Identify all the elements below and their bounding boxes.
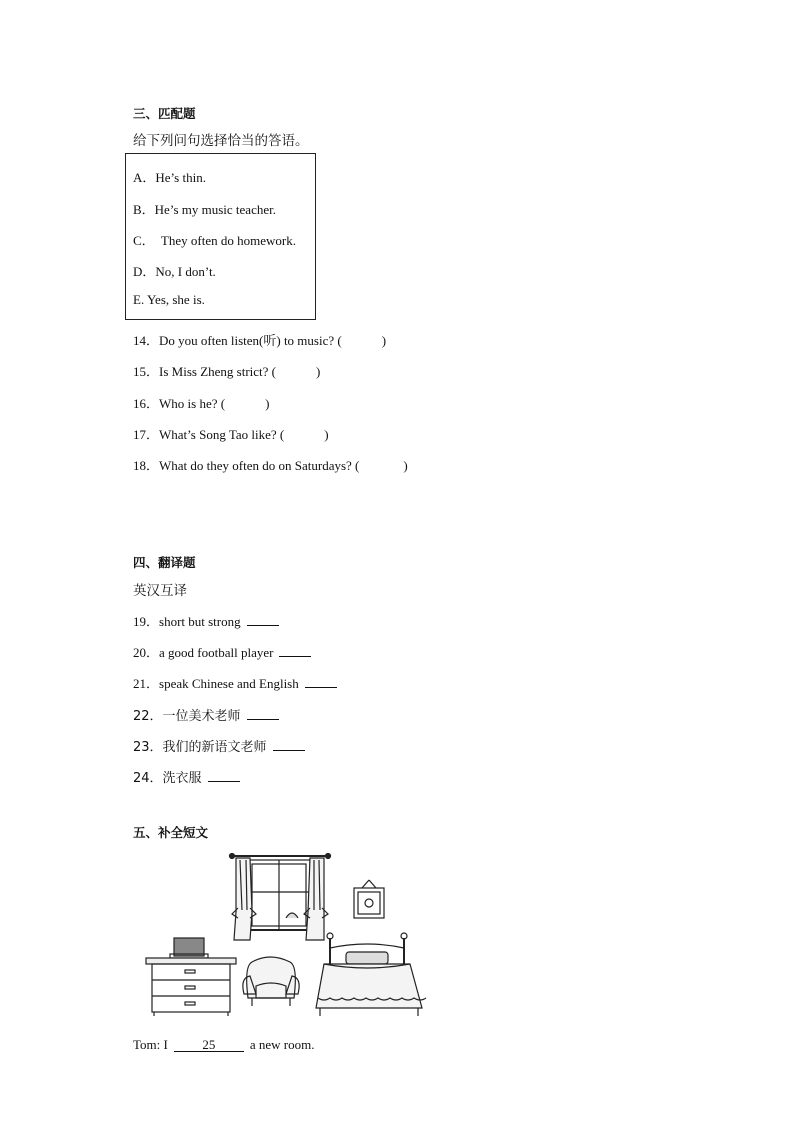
question-15	[133, 361, 320, 380]
question-17	[133, 424, 329, 443]
answer-blank[interactable]	[279, 645, 311, 657]
option-e: E. Yes, she is.	[133, 292, 205, 307]
close-paren: )	[403, 458, 408, 473]
section3-instruction: 给下列问句选择恰当的答语。	[133, 133, 309, 149]
question-text: Do you often listen(听) to music? (	[159, 333, 342, 348]
question-number: 14．	[133, 333, 160, 348]
answer-blank[interactable]	[208, 770, 240, 782]
option-a: A．He’s thin.	[133, 170, 206, 185]
item-number: 24．	[133, 771, 163, 786]
item-text: speak Chinese and English	[159, 676, 299, 691]
close-paren: )	[381, 333, 387, 348]
close-paren: )	[324, 427, 329, 442]
section5-heading: 五、补全短文	[133, 825, 209, 840]
option-c: C． They often do homework.	[133, 233, 296, 248]
question-16	[133, 393, 269, 412]
section3-heading: 三、匹配题	[133, 106, 196, 121]
question-14	[133, 330, 386, 349]
translation-20	[133, 642, 311, 661]
item-text: a good football player	[159, 645, 274, 660]
question-text: What’s Song Tao like? (	[159, 427, 285, 442]
answer-blank[interactable]	[247, 614, 279, 626]
bedroom-illustration	[140, 848, 430, 1020]
answer-blank[interactable]	[273, 739, 305, 751]
answer-blank[interactable]	[305, 676, 337, 688]
question-number: 15．	[133, 364, 160, 379]
item-text: 一位美术老师	[162, 709, 241, 724]
option-b: B．He’s my music teacher.	[133, 202, 276, 217]
question-number: 17．	[133, 427, 160, 442]
item-text: 洗衣服	[162, 771, 202, 786]
translation-21	[133, 673, 337, 692]
section4-heading: 四、翻译题	[133, 555, 196, 570]
close-paren: )	[316, 364, 321, 379]
question-number: 16．	[133, 396, 160, 411]
sentence-start: Tom: I	[133, 1037, 168, 1052]
item-number: 21．	[133, 676, 160, 691]
translation-22	[133, 705, 279, 724]
item-number: 20．	[133, 645, 160, 660]
question-text: Who is he? (	[159, 396, 226, 411]
option-d: D．No, I don’t.	[133, 264, 216, 279]
item-text: 我们的新语文老师	[162, 740, 267, 755]
section4-instruction: 英汉互译	[133, 583, 187, 599]
translation-23	[133, 736, 305, 755]
item-number: 19．	[133, 614, 160, 629]
answer-blank-25[interactable]: 25	[174, 1038, 244, 1052]
question-18	[133, 455, 408, 474]
item-text: short but strong	[159, 614, 241, 629]
sentence-end: a new room.	[249, 1037, 315, 1052]
translation-24	[133, 767, 240, 786]
question-text: What do they often do on Saturdays? (	[159, 458, 360, 473]
question-number: 18．	[133, 458, 160, 473]
section5-sentence	[133, 1037, 314, 1053]
close-paren: )	[265, 396, 270, 411]
question-text: Is Miss Zheng strict? (	[159, 364, 276, 379]
answer-blank[interactable]	[247, 708, 279, 720]
item-number: 22．	[133, 709, 163, 724]
item-number: 23．	[133, 740, 163, 755]
translation-19	[133, 611, 279, 630]
